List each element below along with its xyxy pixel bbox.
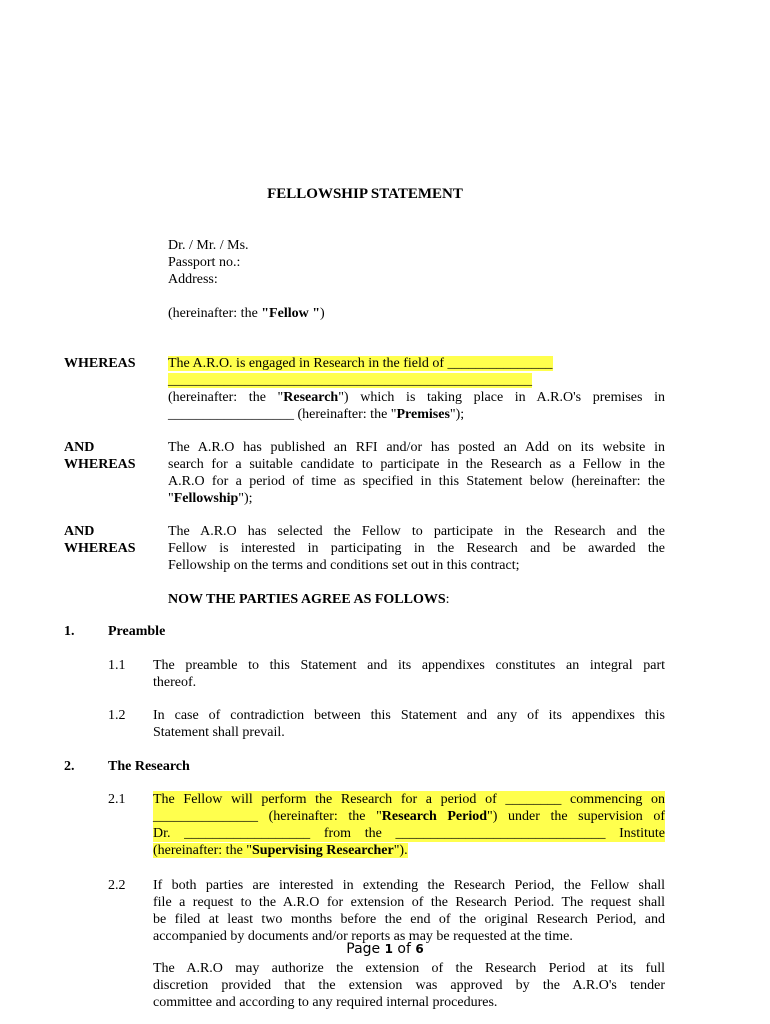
whereas1-continued: (hereinafter: the "Research") which is taking place in A.R.O's premises in __________________ (hereinafter: the "Premises"); — [168, 390, 665, 422]
clause-1-2-text: In case of contradiction between this Statement and any of its appendixes this Statement shall prevail. — [153, 708, 665, 740]
clause-1-1-text: The preamble to this Statement and its appendixes constitutes an integral part thereof. — [153, 658, 665, 690]
section-1-number: 1. — [64, 624, 75, 639]
fellow-address-line: Address: — [168, 272, 218, 287]
clause-2-1-number: 2.1 — [108, 792, 126, 807]
whereas3-text: The A.R.O has selected the Fellow to participate in the Research and the Fellow is interested in participating in the Research and be awarded the Fellowship on the terms and conditions set out in this contract; — [168, 524, 665, 573]
clause-2-2-number: 2.2 — [108, 878, 126, 893]
agreement-heading: NOW THE PARTIES AGREE AS FOLLOWS: — [168, 592, 450, 607]
page-number-footer: Page 1 of 6 — [346, 941, 424, 957]
fellow-definition: (hereinafter: the "Fellow ") — [168, 306, 325, 321]
fellow-name-line: Dr. / Mr. / Ms. — [168, 238, 249, 253]
clause-2-1-text: The Fellow will perform the Research for a period of ________ commencing on _______________ (hereinafter: the "Research Period") under the supervision of Dr. __________________ from the ______________________________ Institute — [153, 792, 665, 841]
section-1-title: Preamble — [108, 624, 166, 639]
clause-1-2-number: 1.2 — [108, 708, 126, 723]
clause-1-1-number: 1.1 — [108, 658, 126, 673]
document-title: FELLOWSHIP STATEMENT — [267, 186, 463, 202]
and-whereas-label-2: AND WHEREAS — [64, 524, 136, 556]
section-2-title: The Research — [108, 759, 190, 774]
whereas2-text: The A.R.O has published an RFI and/or has posted an Add on its website in search for a suitable candidate to participate in the Research as a Fellow in the A.R.O for a period of time as specified in this Statement below (hereinafter: the "Fellowship"); — [168, 440, 665, 506]
whereas1-text: The A.R.O. is engaged in Research in the field of _______________ ____________________________________________________ — [168, 356, 553, 388]
clause-2-2-text: If both parties are interested in extending the Research Period, the Fellow shall file a request to the A.R.O for extension of the Research Period. The request shall be filed at least two months before the end of the original Research Period, and accompanied by documents and/or reports as may be requested at the time. — [153, 878, 665, 944]
clause-2-1-definition: (hereinafter: the "Supervising Researcher"). — [153, 843, 408, 858]
whereas-label: WHEREAS — [64, 356, 136, 371]
section-2-number: 2. — [64, 759, 75, 774]
fellow-passport-line: Passport no.: — [168, 255, 241, 270]
and-whereas-label-1: AND WHEREAS — [64, 440, 136, 472]
clause-2-2-continued: The A.R.O may authorize the extension of the Research Period at its full discretion provided that the extension was approved by the A.R.O's tender committee and according to any required internal procedures. — [153, 961, 665, 1010]
